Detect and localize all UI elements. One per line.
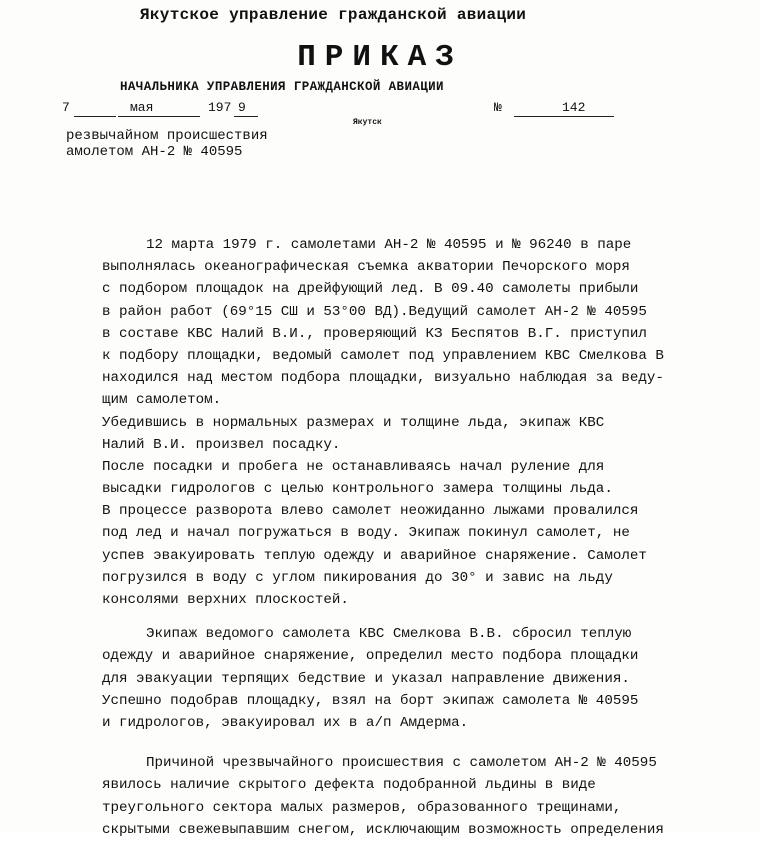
body-line: для эвакуации терпящих бедствие и указал направление движения. (102, 670, 630, 687)
subject-line: амолетом АН-2 № 40595 (66, 144, 243, 160)
order-number-underline (514, 116, 614, 117)
body-line: явилось наличие скрытого дефекта подобранной льдины в виде (102, 777, 596, 794)
date-number-row (62, 100, 702, 122)
order-subject (66, 128, 268, 160)
body-line: треугольного сектора малых размеров, образованного трещинами, (102, 799, 622, 816)
body-line: с подбором площадок на дрейфующий лед. В 09.40 самолеты прибыли (102, 281, 639, 298)
body-line: консолями верхних плоскостей. (102, 592, 349, 608)
body-line: скрытыми свежевыпавшим снегом, исключающим возможность определения (102, 821, 664, 838)
body-line: погрузился в воду с углом пикирования до 30° и завис на льду (102, 569, 613, 586)
body-line: одежду и аварийное снаряжение, определил место подбора площадки (102, 648, 639, 665)
body-line: успев эвакуировать теплую одежду и аварийное снаряжение. Самолет (102, 547, 647, 564)
body-line: выполнялась океанографическая съемка акватории Печорского моря (102, 259, 630, 276)
document-subtitle: НАЧАЛЬНИКА УПРАВЛЕНИЯ ГРАЖДАНСКОЙ АВИАЦИИ (120, 80, 444, 94)
body-line: в район работ (69°15 СШ и 53°00 ВД).Ведущий самолет АН-2 № 40595 (102, 303, 647, 320)
organization-heading: Якутское управление гражданской авиации (140, 6, 527, 24)
place-label: Якутск (353, 118, 382, 127)
date-month-underline (118, 116, 200, 117)
date-year-underline (234, 116, 258, 117)
date-day-underline (74, 116, 116, 117)
document-title: ПРИКАЗ (297, 40, 463, 75)
subject-line: резвычайном происшествия (66, 128, 268, 144)
body-line: в составе КВС Налий В.И., проверяющий КЗ Беспятов В.Г. приступил (102, 325, 647, 342)
body-line: щим самолетом. (102, 392, 222, 409)
body-line: 12 марта 1979 г. самолетами АН-2 № 40595 и № 96240 в паре (146, 237, 632, 253)
body-line: Убедившись в нормальных размерах и толщине льда, экипаж КВС (102, 414, 605, 431)
date-year-suffix: 9 (238, 100, 246, 115)
number-label: № (494, 100, 502, 115)
body-line: высадки гидрологов с целью контрольного замера толщины льда. (102, 481, 613, 498)
date-day: 7 (62, 100, 70, 115)
body-line: Успешно подобрав площадку, взял на борт экипаж самолета № 40595 (102, 692, 639, 709)
date-year-prefix: 197 (208, 100, 232, 115)
date-month: мая (130, 100, 154, 115)
body-line: Экипаж ведомого самолета КВС Смелкова В.В. сбросил теплую (146, 626, 632, 643)
body-line: к подбору площадки, ведомый самолет под управлением КВС Смелкова В (102, 347, 664, 364)
body-line: под лед и начал погружаться в воду. Экипаж покинул самолет, не (102, 525, 630, 542)
body-line: В процессе разворота влево самолет неожиданно лыжами провалился (102, 503, 639, 520)
order-body (102, 234, 722, 841)
body-line: и гидрологов, эвакуировал их в а/п Амдерма. (102, 714, 469, 731)
order-number: 142 (562, 100, 586, 115)
body-line: После посадки и пробега не останавливаясь начал руление для (102, 458, 605, 475)
body-line: Причиной чрезвычайного происшествия с самолетом АН-2 № 40595 (146, 755, 657, 772)
body-line: Налий В.И. произвел посадку. (102, 436, 341, 453)
body-line: находился над местом подбора площадки, визуально наблюдая за веду- (102, 370, 664, 387)
